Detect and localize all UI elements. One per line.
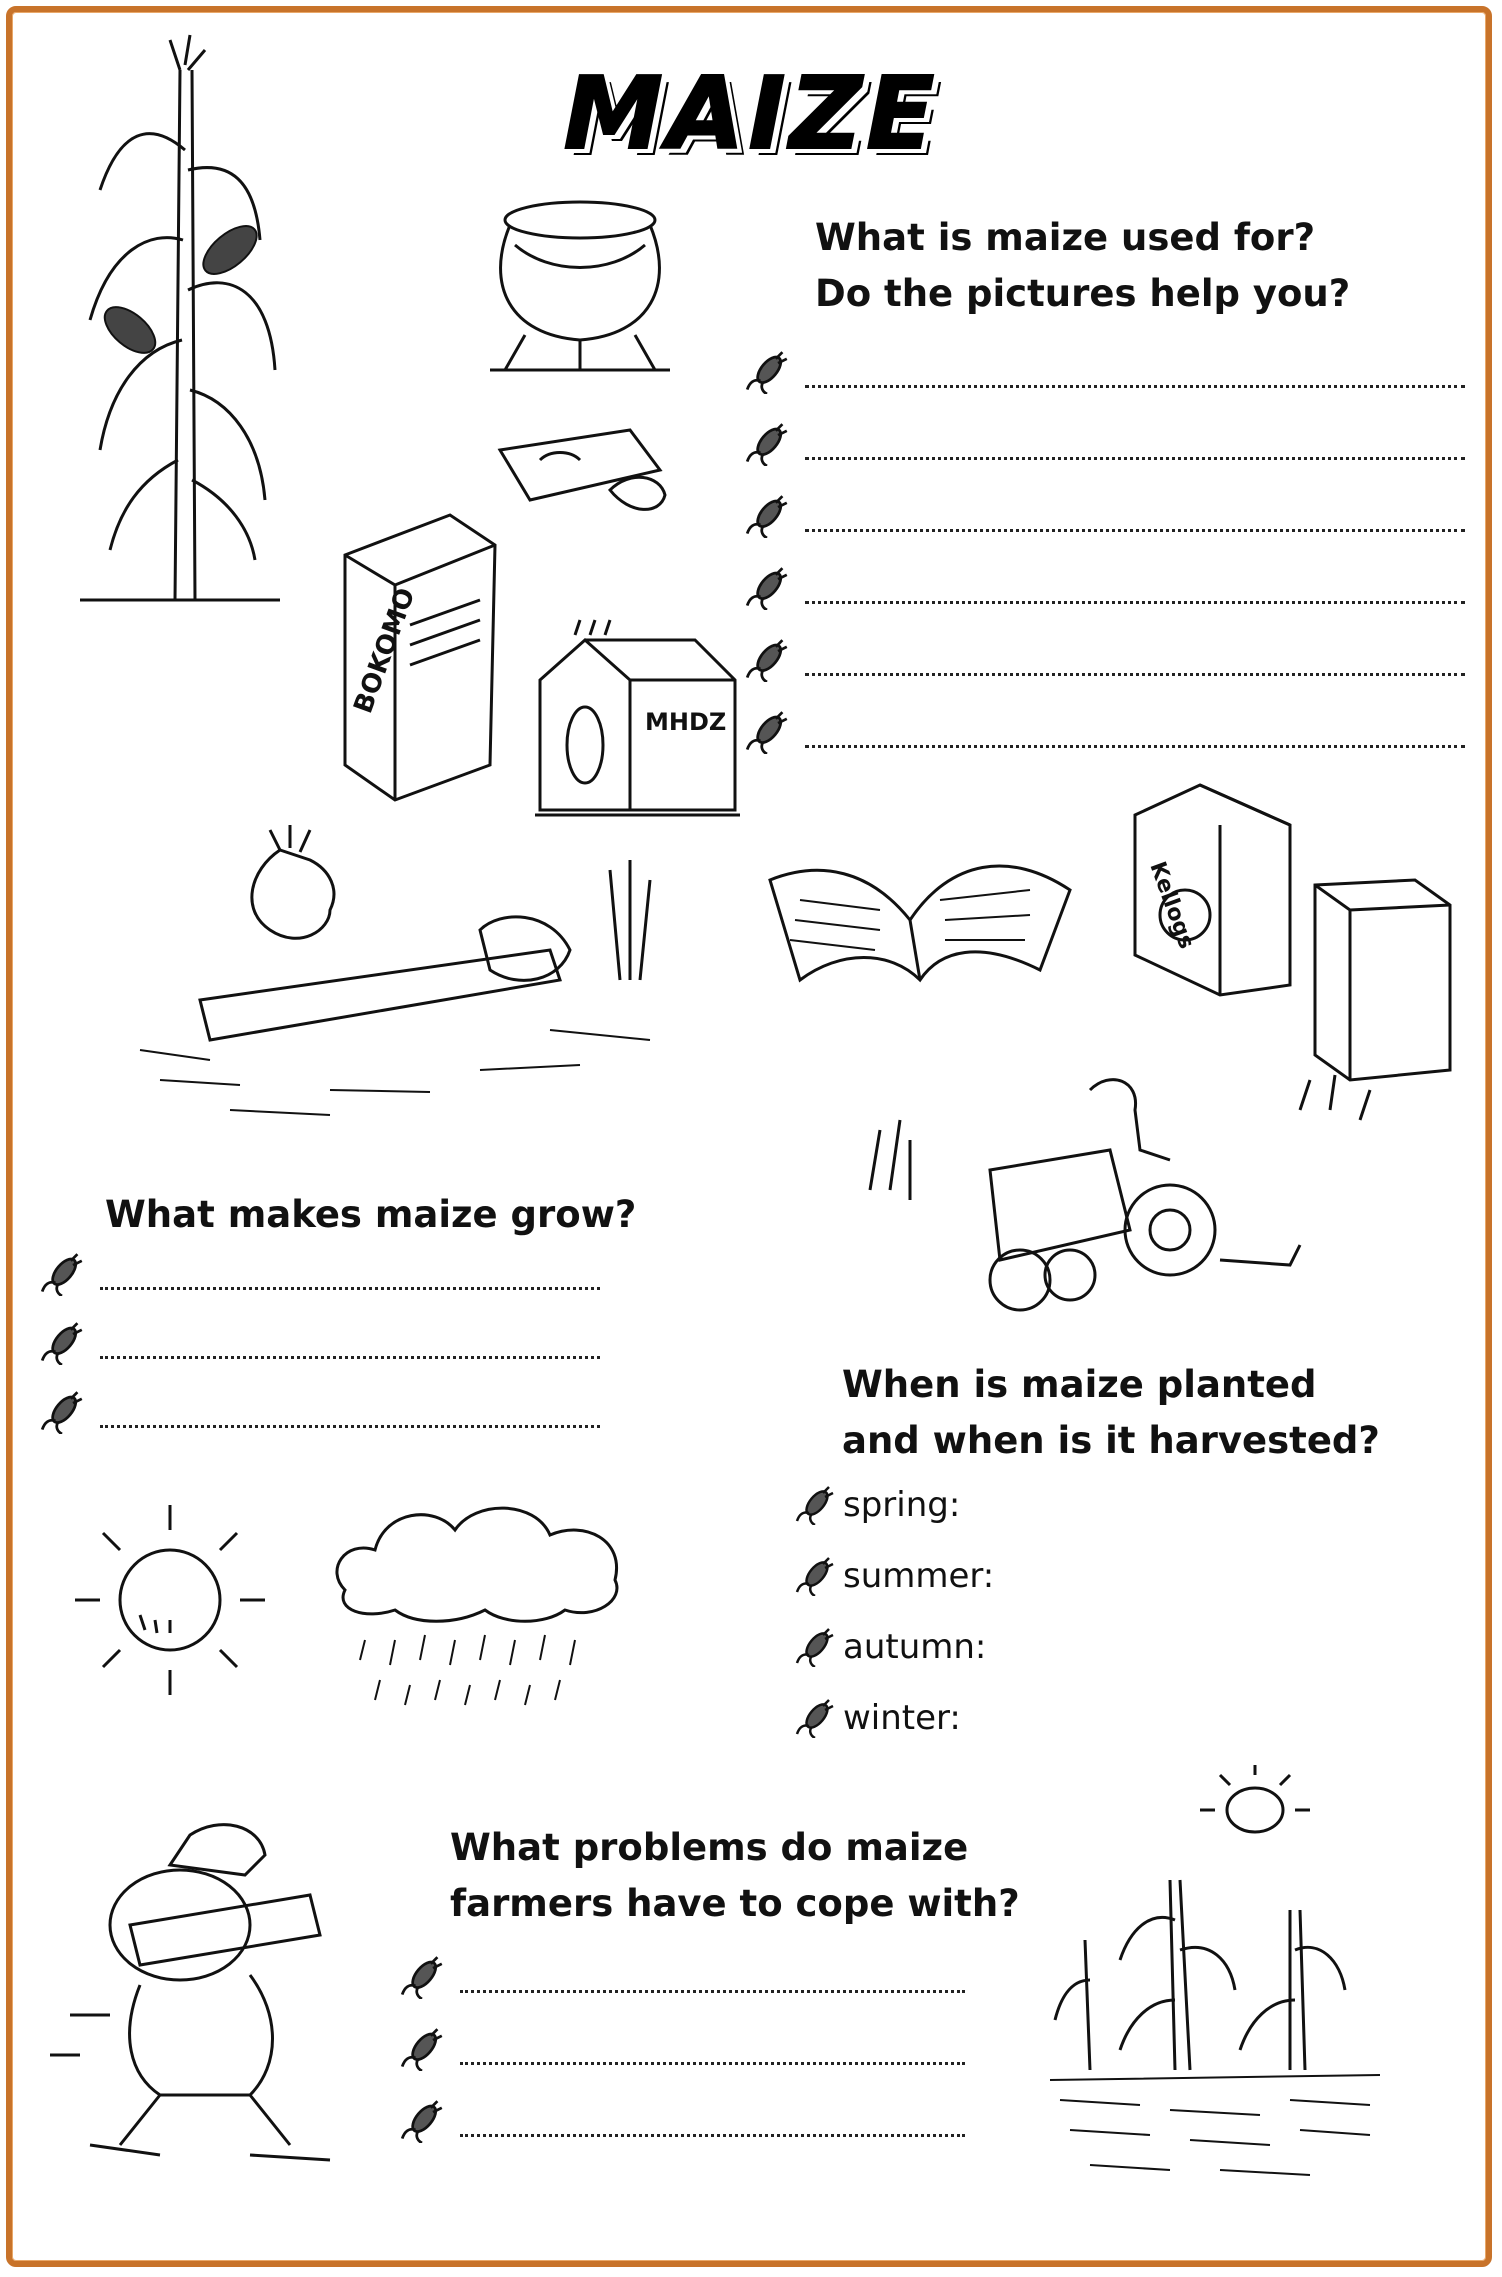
- open-book-illustration: [760, 830, 1080, 1000]
- worried-farmer-illustration: [50, 1815, 340, 2185]
- season-item[interactable]: [795, 1556, 1395, 1600]
- grow-answer-line[interactable]: [40, 1321, 600, 1365]
- dotted-write-line[interactable]: [805, 457, 1465, 460]
- dotted-write-line[interactable]: [805, 529, 1465, 532]
- maize-cob-icon: [745, 494, 789, 538]
- season-item[interactable]: [795, 1627, 1395, 1671]
- dotted-write-line[interactable]: [805, 601, 1465, 604]
- chickens-feeding-illustration: [130, 830, 730, 1130]
- mill-house-illustration: [535, 620, 740, 820]
- mill-brand-text: MHDZ: [645, 708, 727, 736]
- maize-cob-icon: [400, 2027, 444, 2071]
- maize-cob-icon: [745, 350, 789, 394]
- maize-cob-icon: [400, 2099, 444, 2143]
- season-label: summer:: [843, 1556, 995, 1596]
- question-uses: [815, 210, 1350, 322]
- uses-answer-line[interactable]: [745, 494, 1465, 538]
- uses-answer-line[interactable]: [745, 638, 1465, 682]
- question-grow-line: What makes maize grow?: [105, 1193, 637, 1236]
- dotted-write-line[interactable]: [805, 673, 1465, 676]
- maize-cob-icon: [795, 1485, 835, 1525]
- problems-answer-line[interactable]: [400, 2027, 965, 2071]
- question-seasons-line1: When is maize planted: [842, 1363, 1317, 1406]
- question-uses-line1: What is maize used for?: [815, 216, 1316, 259]
- dotted-write-line[interactable]: [460, 2134, 965, 2137]
- dotted-write-line[interactable]: [100, 1356, 600, 1359]
- cooking-pot-illustration: [490, 195, 670, 375]
- question-seasons: [842, 1357, 1380, 1469]
- question-seasons-line2: and when is it harvested?: [842, 1419, 1380, 1462]
- dotted-write-line[interactable]: [100, 1425, 600, 1428]
- rain-cloud-illustration: [325, 1500, 635, 1740]
- grow-answer-line[interactable]: [40, 1390, 600, 1434]
- season-item[interactable]: [795, 1485, 1395, 1529]
- maize-cob-icon: [745, 638, 789, 682]
- dotted-write-line[interactable]: [100, 1287, 600, 1290]
- sun-illustration: [55, 1485, 285, 1715]
- season-label: winter:: [843, 1698, 961, 1738]
- page-title: MAIZE: [563, 55, 939, 172]
- problems-answer-line[interactable]: [400, 2099, 965, 2143]
- problems-answer-line[interactable]: [400, 1955, 965, 1999]
- maize-plant-illustration: [80, 40, 290, 610]
- cereal-boxes-illustration: [1130, 785, 1460, 1085]
- maize-cob-icon: [40, 1390, 84, 1434]
- uses-answer-line[interactable]: [745, 422, 1465, 466]
- tractor-illustration: [870, 1070, 1380, 1350]
- cereal-brand-text: Kellogs: [1144, 858, 1199, 953]
- maize-cob-icon: [745, 566, 789, 610]
- maize-cob-icon: [745, 422, 789, 466]
- question-grow: [105, 1187, 636, 1243]
- season-label: spring:: [843, 1485, 961, 1525]
- dotted-write-line[interactable]: [460, 1990, 965, 1993]
- maize-cob-icon: [745, 710, 789, 754]
- maize-cob-icon: [40, 1252, 84, 1296]
- dotted-write-line[interactable]: [805, 385, 1465, 388]
- box-brand-text: BOKOMO: [348, 584, 422, 718]
- question-problems-line1: What problems do maize: [450, 1826, 969, 1869]
- uses-answer-line[interactable]: [745, 566, 1465, 610]
- dotted-write-line[interactable]: [460, 2062, 965, 2065]
- maize-cob-icon: [795, 1698, 835, 1738]
- uses-answer-line[interactable]: [745, 350, 1465, 394]
- maize-cob-icon: [40, 1321, 84, 1365]
- grow-answer-line[interactable]: [40, 1252, 600, 1296]
- question-problems-line2: farmers have to cope with?: [450, 1882, 1020, 1925]
- season-label: autumn:: [843, 1627, 987, 1667]
- maize-cob-icon: [795, 1556, 835, 1596]
- season-item[interactable]: [795, 1698, 1395, 1742]
- question-problems: [450, 1820, 1020, 1932]
- maize-cob-icon: [795, 1627, 835, 1667]
- uses-answer-line[interactable]: [745, 710, 1465, 754]
- maize-cob-icon: [400, 1955, 444, 1999]
- drought-field-illustration: [1050, 1770, 1380, 2190]
- dotted-write-line[interactable]: [805, 745, 1465, 748]
- sweet-illustration: [490, 420, 680, 520]
- question-uses-line2: Do the pictures help you?: [815, 272, 1351, 315]
- cereal-box-illustration: [340, 515, 500, 805]
